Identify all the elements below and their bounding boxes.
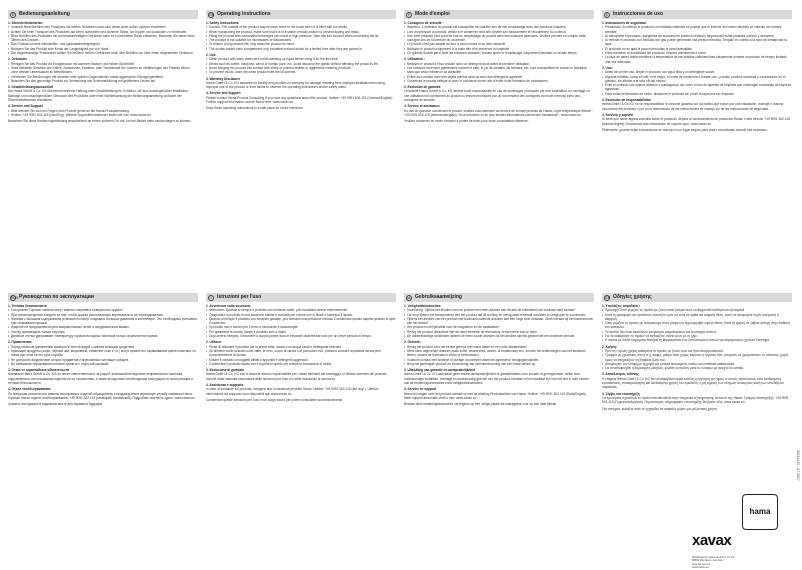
list-item: • Vermeiden Sie Berührungen mit scharfen oder spitzen Gegenständen sowie aggressiven Reinigungsmitteln. (8, 75, 198, 79)
list-item: • Prima di utilizzare il prodotto per la prima volta, lavarlo con acqua calda e detergente delicato! (206, 345, 396, 349)
paragraph: Hama GmbH & Co KG no se responsabiliza ni concede garantía por los daños que surjan por una instalación, montaje o manejo incorrectos del producto o por la no observación de las instrucciones de manejo y/o de las instrucciones de seguridad. (602, 102, 784, 111)
header-title: Руководство по эксплуатации (19, 294, 94, 301)
list-item: • Al transportar el producto, asegúrese de colocarlo en posición vertical y segura para evitar posibles vuelcos y derrames. (602, 34, 792, 38)
list-item: • Il prodotto non è idoneo per il forno a microonde e lavastoviglie (206, 325, 396, 329)
list-item: • Nettoyez le produit à l'eau chaude avec un détergent doux avant la première utilisation. (404, 62, 594, 66)
heading: 3. Отказ от гарантийных обязательств (8, 368, 69, 373)
list-item: • Nettoyez le produit uniquement à la main afin d'en préserver la longévité (404, 47, 594, 51)
closing-text: Bewaar deze bedieningsinstructies vervolgens op een veilige plaats als naslagwerk voor op een later tijdstip. (404, 402, 558, 407)
column-es (602, 10, 792, 132)
column-nl (404, 293, 594, 407)
heading: 2. Utilizzo: (206, 340, 222, 345)
list-item: • Filling the product with carbonated beverages can result in high pressure. Take this into account when uncovering the lid. (206, 34, 396, 38)
heading: 4. Отдел техобслуживания (8, 387, 51, 392)
paragraph: Please contact Hama Product Consulting if you have any questions about this product. Hotline: +49 9091 502-115 (German/English). Further support information can be found here: www.xavax.eu (206, 95, 394, 105)
list-item: • Conservare il prodotto lavato con il coperchio aperto per evitare la formazione di muffa. (206, 362, 396, 366)
list-item: • Evite el contacto con objetos afilados o puntiagudos, así como el uso de agentes de limpieza que contengan sustancias de limpieza agresivas. (602, 83, 792, 92)
list-item: • Les boissons fortement pigmentées comme le café, le jus de carottes, de tomates, etc. sont susceptibles de colorer le plastique, sans que cela n'influence sa durabilité. (404, 66, 594, 75)
list-item: • Ce gobelet double paroi isole les boissons chaudes / froides après le remplissage uniquement pendant un certain temps. (404, 51, 594, 55)
heading: 3. Αποκλεισμός ευθύνης (602, 372, 639, 377)
list-item: • Tijdens het afvullen van het product met koolzuurhoudende dranken kan een hoge druk ontstaan. Denk hieraan bij het losschroeven van het deksel. (404, 317, 594, 326)
list-item: • Beim Befüllen des Produktes mit kohlensäurehaltigen Getränken kann es zu erhöhtem Druck entstehen. Beachten Sie daher beim Öffnen des Deckels. (8, 34, 198, 43)
list-item: • Чистку производить только вручную. (8, 330, 198, 334)
heading: 1. Υποδείξεις ασφαλείας: (602, 304, 640, 308)
list-item: • Reinig het product vóór het eerste gebruik met warm water en een mild afwasmiddel! (404, 345, 594, 349)
list-item: • Во избежание образования плесени хранить с открытой крышкой. (8, 362, 198, 366)
paragraph: Die Hama GmbH & Co. KG übernimmt keinerlei Haftung oder Gewährleistung für Schäden, die aus unsachgemäßer Installation, Montage und unsachgemäßem Gebrauch des Produktes oder einer Nichtbeachtung der Bedienungsanleitung und/oder der Sicherheitshinweise resultieren. (8, 89, 189, 103)
footer-line: www.xavax.eu (692, 566, 709, 570)
heading: 3. Uitsluiting van garantie en aansprakelijkheid (404, 368, 476, 373)
language-icon: GB (209, 12, 215, 17)
list-item: • Красящие продукты (кофе, черный чай, морковный, томатные соки и т.п.) могут привести к окрашиванию цвета пластика, но никак при этом не его срок службы. (8, 349, 198, 358)
list-item: • Antes del primer uso, limpie el producto con agua tibia y un detergente suave. (602, 70, 792, 74)
paragraph: Hama GmbH & Co. KG aanvaardt geen enkele aansprakelijkheid of garantieclaims voor schade of gevolgschade, welke door ondeskundige installatie, montage en ondeskundig gebruik van het product ontstaan of het resultaat zijn van het niet in acht nemen van de bedieningsinstructies en/of veiligheidsinstructies. (404, 372, 589, 386)
list-item: • Let erop tijdens het transporteren van het product dat dit rechtop en stevig staat teneinde omvallen en leeglopen te voorkomen. (404, 313, 594, 317)
list-item: • Двойные стенки удерживают температуру горячих/холодных напитков только ограниченное время. (8, 334, 198, 338)
list-item: • Das Produkt ist nicht mikrowellen- und spülmaschinengeeignet (8, 42, 198, 46)
paragraph: По вопросам ремонта или замены неисправных изделий обращайтесь к продавцу или в сервисную службу компании Hama. Горячая линия отдела техобслуживания: +49 9091 502-115 (немецкий, английский). Подробнее смотрите здесь: www.xavax.eu (8, 391, 195, 400)
list-item: • Πριν την πρώτη χρήση καθαρίστε το προϊόν με ζεστό νερό και ήπιο απορρυπαντικό! (602, 349, 792, 353)
list-item: • Reinigen Sie das Produkt zum Erhalt der Langlebigkeit nur von Hand (8, 47, 198, 51)
heading: 4. Servicio y soporte (602, 112, 634, 117)
heading: 1. Avvertenze sulla sicurezza: (206, 304, 251, 308)
language-icon: GR (605, 295, 611, 300)
heading: 4. Service and Support (206, 91, 241, 96)
list-item: • To ensure a long service life, only clean the product by hand. (206, 42, 396, 46)
list-item: • Перед началом применения промыть в теплой водой с мягким моющим средством. (8, 345, 198, 349)
column-it (206, 293, 396, 402)
list-item: • Achten Sie beim Transport des Produktes auf einen aufrechten und sicheren Stand, um Kippen und Auslaufen zu vermeiden. (8, 30, 198, 34)
closing-text: Finalmente, guarde estas instrucciones de manejo en un lugar seguro para poder consultarlas cuando sea necesario. (602, 127, 768, 132)
paragraph: Компания Hama GmbH & Co. KG не несет ответственность за ущерб, возникший вследствие неправильного монтажа, подключения и использования изделия не по назначению, а также вследствие несоблюдения инструкции по эксплуатации и техники безопасности. (8, 372, 193, 386)
language-icon: F (407, 12, 411, 17)
heading: 2. Utilisation : (404, 57, 425, 62)
language-icon: E (605, 12, 609, 17)
list-item: • The double-walled drink compartment only insulates hot/cold drinks for a limited time after they are poured in. (206, 47, 396, 51)
list-item: • Para mantener la durabilidad del producto, límpielo únicamente a mano (602, 51, 792, 55)
list-item: • Avoid bringing the product into contact with sharp or pointed objects or aggressive cleaning products. (206, 66, 396, 70)
list-item: • Η κούπα με διπλά τοιχώματα διατηρεί τη θερμοκρασία των ζεστών/κρύων ποτών για περιορισμένο χρονικό διάστημα. (602, 338, 792, 342)
header-title: Gebruiksaanwijzing (415, 294, 462, 301)
list-item: • Le produit n'est pas adapté au four à micro-ondes et au lave-vaisselle (404, 42, 594, 46)
column-de (8, 10, 198, 124)
section-header-de (8, 10, 198, 19)
paragraph: Η εταιρεία Hama GmbH & Co. KG δεν αναλαμβάνει καμία ευθύνη ή εγγύηση για ζημιές οι οποίες προκύπτουν από λανθασμένη εγκατάσταση, συναρμολόγηση και λανθασμένη χρήση του προϊόντος ή μη τήρηση των οδηγιών λειτουργίας και/ή των υποδείξεων ασφαλείας. (602, 376, 784, 390)
language-icon: D (11, 12, 15, 17)
list-item: • Vorsicht! Beim Befüllen des Produktes mit heißen Getränken kann sich dieser auch außen spürbar erwärmen! (8, 25, 198, 29)
header-title: Operating instructions (217, 11, 271, 18)
list-item: • Reinig het product uitsluitend met de hand teneinde de levensduur ervan niet te kort te doen (404, 330, 594, 334)
heading: 4. Assistenza e supporto (206, 383, 244, 388)
heading: 4. Service en support (404, 387, 437, 392)
footer-line: 86652 Monheim / Germany (692, 559, 724, 563)
footer-line: www.hama.com (692, 562, 711, 566)
list-item: • Προσοχή! Όταν γεμίζετε το προϊόν με ζεστά ποτά μπορεί αυτό να θερμανθεί αισθητά και εξωτερικά! (602, 308, 792, 312)
list-item: • Το προϊόν δεν είναι κατάλληλο για φούρνο μικροκυμάτων και πλυντήριο πιάτων (602, 330, 792, 334)
heading: 2. Gebruik: (404, 340, 421, 345)
paragraph: Hama GmbH & Co. KG non si assume alcuna responsabilità per i danni derivanti dal montaggio o l'utilizzo scorretto del prodotto, nonché dalla mancata osservanza delle istruzioni per l'uso e/o delle indicazioni di sicurezza. (206, 372, 388, 381)
list-item: • Une forte pression peut survenir lors du remplissage du produit avec des boissons gazeuses. Veuillez prendre en compte cette consigne lors de l'ouverture du couvercle. (404, 34, 594, 43)
list-item: • Hotline: +49 9091 502-115 (Deu/Eng). Weitere Supportinformationen finden sie hier: www.xavax.eu (8, 113, 198, 117)
list-item: • Precaución: Al rellenar el producto con bebidas calientes es posible que el exterior del mismo también se caliente de manera sensible. (602, 25, 792, 34)
closing-text: Keep these operating instructions in a safe place for future reference. (206, 106, 304, 111)
list-item: • La taza de pared doble mantiene la temperatura de las bebidas calientes/frías únicamente durante un periodo de tiempo limitado una vez rellenada. (602, 55, 792, 64)
xavax-logo: xavax (692, 532, 732, 549)
heading: 4. Σέρβις και υποστήριξη (602, 391, 640, 396)
heading: 1. Veiligheidsinstructies: (404, 304, 442, 308)
section-header-gb (206, 10, 396, 19)
heading: 1. Indicaciones de seguridad: (602, 21, 647, 25)
list-item: • De dubbelwandige drinkbeker isoleert de hete/ koude dranken na het afvullen slechts gedurende een beperkte periode. (404, 334, 594, 338)
heading: 3. Esclusione di garanzia (206, 368, 244, 373)
list-item: • Beachten Sie das gerundige Produkt zur Vermeidung von Schimmelbildung mit geöffnetem Deckel auf. (8, 79, 198, 83)
language-icon: RUS (11, 295, 19, 300)
list-item: • Dopo averlo riempito, il bicchiere a doppia parete isola le bevande calde/fredde solo per un breve periodo di tempo. (206, 334, 396, 338)
heading: 4. Service und Support (8, 104, 43, 109)
closing-text: Στη συνέχεια, φυλάξτε αυτό το εγχειρίδιο σε ασφαλές μέρος για μελλοντική χρήση. (602, 406, 718, 411)
language-icon: I (208, 295, 214, 301)
paragraph: Hama GmbH & Co. KG assumes no liability and provides no warranty for damage resulting from improper installation/mounting, improper use of the product or from failure to observe the operating instructions and/or safety notes. (206, 80, 386, 90)
list-item: • Напитки с большим содержанием углекислоты могут создавать большое давление в контейнере. Это необходимо учитывать при открывании крышки. (8, 317, 198, 326)
list-item: • Attention : L'extérieur du produit est susceptible de chauffer lors de son remplissage avec des boissons chaudes. (404, 25, 594, 29)
column-ru (8, 293, 198, 407)
heading: 3. Gewährleistungsausschluß (8, 85, 53, 90)
paragraph: In caso di domande sul prodotto, rivolgersi alla Consulenza prodotto Hama. Hotline: +49 9091 502-115 (ted./ingl.). Ulteriori informazioni sul supporto sono disponibili qui: www.xavax.eu (206, 387, 379, 396)
header-title: Mode d'emploi (415, 11, 450, 18)
list-item: • Evitare il contatto con oggetti affilati o appuntiti e detergenti aggressivi. (206, 358, 396, 362)
list-item: • Gli alimenti molto colorati come caffè, tè nero, succo di carota o di pomodoro ecc. possono colorare la plastica senza però comprometterne la durata. (206, 349, 396, 358)
list-item: • Clean product with warm water and a mild washing-up liquid before using it for the first time. (206, 57, 396, 61)
list-item: • Trasportare il prodotto in una posizione stabile e verticale per evitare che si ribalti o fuoriesca il liquido. (206, 313, 396, 317)
paragraph: La société Hama GmbH & Co. KG décline toute responsabilité en cas de dommages provoqués par une installation, un montage ou une utilisation non conformes du produit ou encore provoqués par un non respect des consignes du mode d'emploi et/ou des consignes de sécurité. (404, 89, 590, 103)
section-header-it (206, 293, 396, 302)
heading: 2. Применение: (8, 340, 33, 345)
closing-text: Хранить инструкцию в надежном месте для справок в будущем. (8, 402, 104, 407)
list-item: • Изделие не предназначено для микроволновых печей и посудомоечных машин. (8, 325, 198, 329)
list-item: • Attenzione: Quando si riempie il prodotto con bevande calde, può riscaldarsi anche esternamente! (206, 308, 396, 312)
heading: 1. Consignes de sécurité : (404, 21, 444, 25)
paragraph: Neem bij vragen over het product contact op met de afdeling Productadvies van Hama. Hotline: +49 9091 502-115 (Duits/Engels). Meer support-informatie vindt u hier: www.xavax.eu (404, 391, 587, 400)
list-item: • El producto no es apto ni para microondas ni para lavavajillas (602, 47, 792, 51)
section-header-ru (8, 293, 198, 302)
header-title: Instrucciones de uso (613, 11, 664, 18)
closing-text: Veuillez conserver ce mode d'emploi à portée de main pour toute consultation ultérieure. (404, 119, 529, 124)
list-item: • Voorkom contact met scherpe of puntige voorwerpen alsmede agressieve reinigingsmiddelen. (404, 358, 594, 362)
heading: 2. Uso: (602, 65, 613, 70)
heading: 3. Warranty Disclaimer (206, 76, 241, 81)
list-item: • Per garantirne la durata, lavare il prodotto solo a mano (206, 330, 396, 334)
list-item: • To prevent mould, store the clean product with the lid opened. (206, 70, 396, 74)
list-item: • Al rellenar el producto con bebidas con gas puede generarse una presión elevada. Téngalo en cuenta a la hora de destaponar la tapa. (602, 38, 792, 47)
document-code: 00111229 - 07.2017 (796, 450, 800, 481)
closing-text: Bewahren Sie diese Bedienungsanleitung anschließend an einem sicheren Ort auf, um bei Bedarf darin nachschlagen zu können. (8, 119, 192, 124)
header-title: Bedienungsanleitung (19, 11, 70, 18)
heading: 2. Gebrauch: (8, 57, 28, 62)
paragraph: Για ερωτήσεις σχετικά με το προϊόν απευθυνθείτε στην υπηρεσία εξυπηρέτησης πελατών της Hama. Γραμμή υποστήριξης: +49 9091 502-115 (Γερμανικά/Αγγλικά). Περισσότερες πληροφορίες υποστήριξης θα βρείτε εδώ: www.xavax.eu (602, 395, 789, 405)
paragraph: En cas de question concernant le produit, veuillez vous adresser au service de conseil produits de Hama. Ligne téléphonique directe : +49 9091 502-115 (allemand/anglais). Vous trouverez ici de plus amples informations concernant l'assistance : www.xavax.eu (404, 108, 593, 117)
list-item: • Het product is niet geschikt voor de magnetron en de vaatwasser (404, 325, 594, 329)
paragraph: Si tiene que hacer alguna consulta sobre el producto, diríjase al asesoramiento de productos Hama. Línea directa: +49 9091 502-115 (Alemán/Inglés). Encontrará más información de soporte aquí: www.xavax.eu (602, 117, 791, 126)
list-item: • Για να καθαρίσετε το προϊόν να καθαρίζετε πάντα μόνο με το χέρι. (602, 334, 792, 338)
list-item: • Stark färbende Getränke wie Kaffee, Schwarztee, Karotten- oder Tomatensaft etc. können zu Verfärbungen des Plastiks führen, ohne dessen Lebensdauer zu beeinflussen. (8, 66, 198, 75)
heading: 4. Service et assistance (404, 104, 440, 109)
heading: 2. Use: (206, 53, 217, 58)
list-item: • Algunas bebidas, como el café, el té negro, el zumo de zanahoria o tomate, etc., pueden producir manchas y coloraciones en el plástico, sin afectar a la vida útil del mismo. (602, 75, 792, 84)
section-header-nl (404, 293, 594, 302)
hama-logo: hama (742, 494, 778, 530)
list-item: • Voorzichtig: Tijdens het afvullen van het product met hete dranken kan dit aan de buitenkant ook voelbaar heet worden! (404, 308, 594, 312)
list-item: • Sterk kleur afgevende dranken zoals koffie, zwarte thee, wortel- of tomatensap enz. kunnen tot verkleuringen van het kunststof leiden, zonder de levensduur ervan te beïnvloeden. (404, 349, 594, 358)
closing-text: Conservare queste istruzioni per l'uso in un luogo sicuro per potere consultarle successivamente. (206, 397, 344, 402)
list-item: • Drinks such as coffee, black tea, carrot or tomato juice, etc. could discolour the plastic without affecting the product's life. (206, 62, 396, 66)
section-header-fr (404, 10, 594, 19)
list-item: • Conservez le produit nettoyé et avec le couvercle ouvert afin d'éviter toute formation de moisissures. (404, 79, 594, 83)
list-item: • Όταν γεμίζετε το προϊόν με ανθρακούχα ποτά μπορεί να δημιουργηθεί υψηλή πίεση. Κατά τη χρήση να λάβετε υπόψη στην διάθεση του καπακιού. (602, 321, 792, 330)
list-item: • Lors du transport du produit, veillez à le conserver droit afin d'éviter son basculement et l'écoulement du contenu. (404, 30, 594, 34)
section-header-gr (602, 293, 792, 302)
list-item: • Осторожно! Горячие напитки могут заметно нагревать поверхность кружки! (8, 308, 198, 312)
list-item: • When transporting the product, make sure that it is in a stable vertical position to prevent tipping and leaks. (206, 30, 396, 34)
list-item: • The product is not suitable for microwaves or dishwashers. (206, 38, 396, 42)
heading: 1. Safety Instructions: (206, 21, 240, 25)
header-title: Istruzioni per l'uso (217, 294, 262, 301)
heading: 3. Exclusion de garantie (404, 85, 441, 90)
header-title: Οδηγίες χρήσης (613, 294, 652, 301)
list-item: • При транспортировке следите за тем, чтобы кружка располагалась вертикально и не опрокидывалась. (8, 313, 198, 317)
footer-address (692, 556, 735, 570)
list-item: • Caution: The outside of the product may become warm to the touch when it is filled with hot drinks. (206, 25, 396, 29)
list-item: • Para evitar la formación de moho, almacene el producto sin poner la tapa una vez limpiado. (602, 92, 792, 96)
list-item: • Τρόφιμα με χρωστικές όπως π.χ. καφές, μαύρο τσάι, χυμός καρότου ή τομάτας κλπ. μπορούν να χρωματίσουν το πλαστικό, χωρίς όμως να επηρεάζουν τη διάρκεια ζωής του. (602, 353, 792, 362)
list-item: • Évitez tout contact avec des objets pointus ainsi qu'avec des détergents agressifs (404, 75, 594, 79)
list-item: • Bitte wenden Sie sich bei Fragen zum Produkt gerne an die Hama-Produktberatung. (8, 109, 198, 113)
heading: 2. Χρήση: (602, 344, 617, 349)
column-gb (206, 10, 396, 111)
heading: 1. Техника безопасности (8, 304, 47, 308)
heading: 3. Exclusión de responsabilidad (602, 98, 651, 103)
footer-line: Distributed by Hama GmbH & Co KG (692, 556, 735, 559)
heading: 1. Sicherheitshinweise: (8, 21, 44, 25)
list-item: • Der doppelwandige Trinkbecher sollten Sie heißem/ heißen Getränken nach dem Befüllen nur über einen eingesetzten Zentraum. (8, 51, 198, 55)
language-icon: NL (407, 295, 412, 300)
list-item: • Για να αποφευχθεί η δημιουργία μούχλας, φυλάτε το προϊόν μετά το πλύσιμο με ανοιχτό το καπάκι. (602, 366, 792, 370)
column-gr (602, 293, 792, 411)
list-item: • Αποφεύγετε την επαφή με αιχμηρά και μυτερά αντικείμενα, καθώς και επιθετικά καθαριστικά. (602, 362, 792, 366)
list-item: • Κατά τη μεταφορά του προϊόντος προσέξτε ώστε να είναι σε όρθια και ασφαλή θέση, ώστε να αποφύγετε τυχόν ανατροπή ή διαρροή. (602, 313, 792, 322)
list-item: • Reinigen Sie das Produkt vor Erstgebrauch mit warmem Wasser und milden Spülmittel! (8, 62, 198, 66)
column-fr (404, 10, 594, 124)
list-item: • Berg het gereinigde product ter voorkoming van schimmelvorming met een losse deksel op. (404, 362, 594, 366)
list-item: • Не допускать воздействие острых предметов и агрессивных чистящих средств. (8, 358, 198, 362)
section-header-es (602, 10, 792, 19)
list-item: • Quando si riempie il prodotto con bevande gassate, può formarsi una pressione elevata. Considerare questo aspetto quando si apre il coperchio. (206, 317, 396, 326)
